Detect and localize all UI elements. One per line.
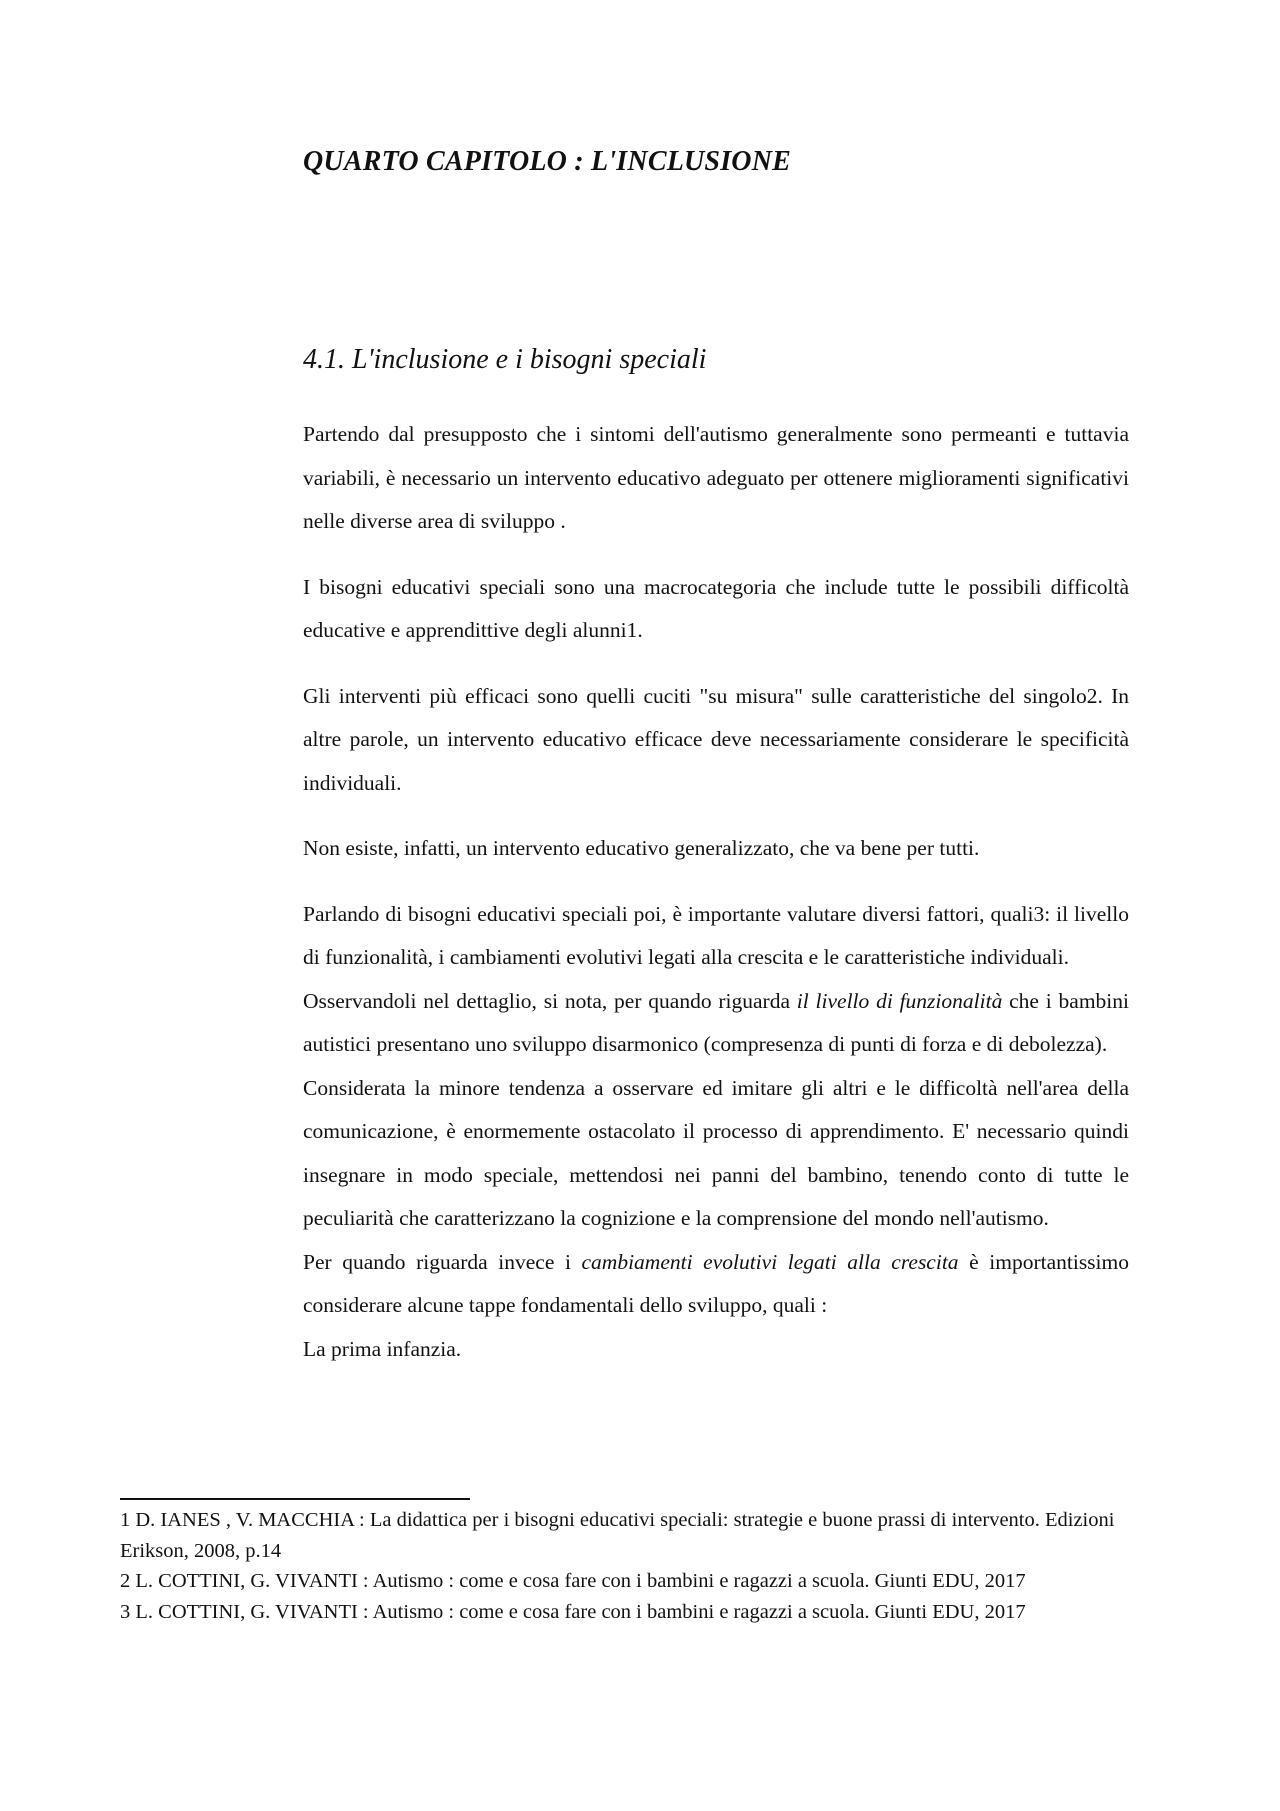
footnote-2: 2 L. COTTINI, G. VIVANTI : Autismo : come e cosa fare con i bambini e ragazzi a scuola. Giunti EDU, 2017 bbox=[120, 1570, 1026, 1592]
paragraph-2 bbox=[303, 566, 1129, 653]
paragraph-8-emphasis: cambiamenti evolutivi legati alla crescita bbox=[581, 1249, 959, 1274]
paragraph-3 bbox=[303, 675, 1129, 806]
paragraph-8-text-b: è importantissimo considerare alcune tappe fondamentali dello sviluppo, quali : bbox=[303, 1249, 1129, 1317]
chapter-title: QUARTO CAPITOLO : L'INCLUSIONE bbox=[303, 146, 792, 177]
paragraph-3-text-a: Gli interventi più efficaci sono quelli cuciti "su misura" sulle caratteristiche del singolo bbox=[303, 683, 1087, 708]
footnote-ref-3: 3 bbox=[1033, 901, 1045, 926]
paragraph-3-text-b: . In altre parole, un intervento educativo efficace deve necessariamente considerare le specificità individuali. bbox=[303, 683, 1129, 795]
footnote-separator bbox=[120, 1498, 470, 1500]
paragraph-5-text-a: Parlando di bisogni educativi speciali poi, è importante valutare diversi fattori, quali bbox=[303, 901, 1034, 926]
paragraph-2-end: . bbox=[637, 618, 643, 642]
paragraph-5 bbox=[303, 893, 1129, 980]
body-text bbox=[303, 413, 1129, 1371]
footnote-ref-2: 2 bbox=[1086, 683, 1098, 708]
footnote-3: 3 L. COTTINI, G. VIVANTI : Autismo : come e cosa fare con i bambini e ragazzi a scuola. Giunti EDU, 2017 bbox=[120, 1600, 1026, 1623]
paragraph-8-text-a: Per quando riguarda invece i bbox=[303, 1249, 582, 1274]
paragraph-6-text-a: Osservandoli nel dettaglio, si nota, per quando riguarda bbox=[303, 988, 797, 1013]
paragraph-6 bbox=[303, 980, 1129, 1067]
footnote-ref-1: 1 bbox=[626, 618, 638, 642]
paragraph-6-emphasis: il livello di funzionalità bbox=[796, 988, 1003, 1013]
paragraph-2-text: I bisogni educativi speciali sono una macrocategoria che include tutte le possibili difficoltà educative e apprendittive degli alunni bbox=[303, 574, 1129, 642]
paragraph-9: La prima infanzia. bbox=[303, 1336, 462, 1361]
paragraph-5-text-b: : il livello di funzionalità, i cambiamenti evolutivi legati alla crescita e le caratteristiche individuali. bbox=[303, 901, 1129, 969]
footnotes bbox=[120, 1505, 1130, 1627]
paragraph-4: Non esiste, infatti, un intervento educativo generalizzato, che va bene per tutti. bbox=[303, 836, 980, 860]
paragraph-7: Considerata la minore tendenza a osservare ed imitare gli altri e le difficoltà nell'area della comunicazione, è enormemente ostacolato il processo di apprendimento. E' necessario quindi insegnare in modo speciale, mettendosi nei panni del bambino, tenendo conto di tutte le peculiarità che caratterizzano la cognizione e la comprensione del mondo nell'autismo. bbox=[303, 1075, 1129, 1230]
paragraph-8 bbox=[303, 1241, 1129, 1328]
paragraph-6-text-b: che i bambini autistici presentano uno sviluppo disarmonico (compresenza di punti di forza e di debolezza). bbox=[303, 988, 1129, 1056]
paragraph-1: Partendo dal presupposto che i sintomi dell'autismo generalmente sono permeanti e tuttavia variabili, è necessario un intervento educativo adeguato per ottenere miglioramenti significativi nelle diverse area di sviluppo . bbox=[303, 422, 1129, 533]
footnote-1: 1 D. IANES , V. MACCHIA : La didattica per i bisogni educativi speciali: strategie e buone prassi di intervento. Edizioni Erikson, 2008, p.14 bbox=[120, 1509, 1115, 1562]
section-title: 4.1. L'inclusione e i bisogni speciali bbox=[303, 344, 707, 375]
